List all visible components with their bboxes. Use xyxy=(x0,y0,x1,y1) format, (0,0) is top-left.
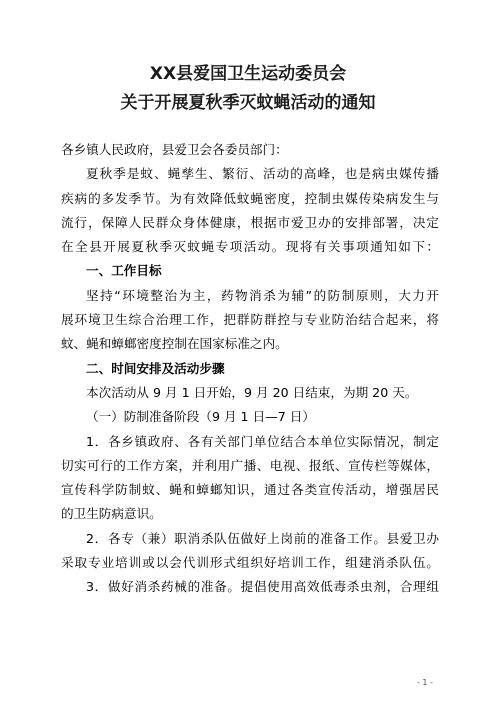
subsection-heading: （一）防制准备阶段（9 月 1 日—7 日） xyxy=(86,409,315,425)
body-line: 坚持“环境整治为主，药物消杀为辅”的防制原则，大力开 xyxy=(86,287,439,303)
body-line: 流行，保障人民群众身体健康，根据市爱卫办的安排部署，决定 xyxy=(61,214,439,230)
section-heading: 二、时间安排及活动步骤 xyxy=(86,360,225,376)
body-line: 展环境卫生综合治理工作，把群防群控与专业防治结合起来，将 xyxy=(61,312,439,328)
body-line: 切实可行的工作方案，并利用广播、电视、报纸、宣传栏等媒体， xyxy=(61,457,439,473)
body-line: 2．各专（兼）职消杀队伍做好上岗前的准备工作。县爱卫办 xyxy=(86,530,439,546)
document-title-line-1: XX县爱国卫生运动委员会 xyxy=(149,64,347,84)
body-line: 疾病的多发季节。为有效降低蚊蝇密度，控制虫媒传染病发生与 xyxy=(61,190,439,206)
body-line: 夏秋季是蚊、蝇孳生、繁衍、活动的高峰，也是病虫媒传播 xyxy=(86,166,439,182)
page-number: - 1 - xyxy=(417,678,433,687)
document-title-line-2: 关于开展夏秋季灭蚊蝇活动的通知 xyxy=(120,93,376,113)
document-body xyxy=(61,138,439,600)
body-line: 3．做好消杀药械的准备。提倡使用高效低毒杀虫剂，合理组 xyxy=(86,579,439,595)
body-line: 采取专业培训或以会代训形式组织好培训工作，组建消杀队伍。 xyxy=(61,555,439,571)
salutation: 各乡镇人民政府，县爱卫会各委员部门： xyxy=(61,142,288,157)
body-line: 1．各乡镇政府、各有关部门单位结合本单位实际情况，制定 xyxy=(86,433,439,449)
body-line: 在全县开展夏秋季灭蚊蝇专项活动。现将有关事项通知如下： xyxy=(61,239,439,255)
body-line: 宣传科学防制蚊、蝇和蟑螂知识，通过各类宣传活动，增强居民 xyxy=(61,482,439,498)
body-line: 蚊、蝇和蟑螂密度控制在国家标准之内。 xyxy=(61,336,288,352)
section-heading: 一、工作目标 xyxy=(86,263,162,279)
body-line: 本次活动从 9 月 1 日开始，9 月 20 日结束，为期 20 天。 xyxy=(86,384,418,400)
body-line: 的卫生防病意识。 xyxy=(61,506,162,522)
